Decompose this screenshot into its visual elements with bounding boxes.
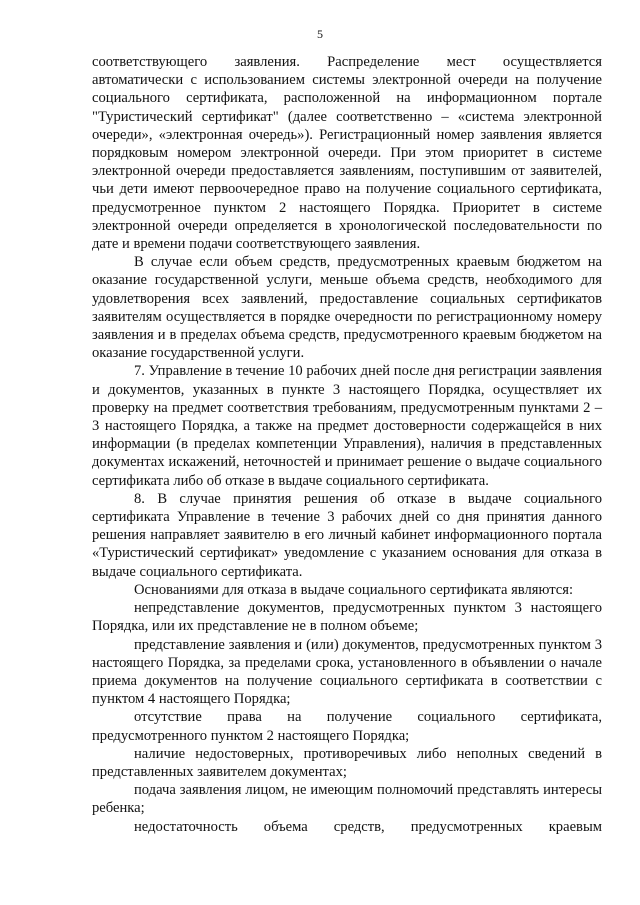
refusal-ground-item: представление заявления и (или) документов, предусмотренных пунктом 3 настоящего Порядка, за пределами срока, установленного в объявлении о начале приема документов на получение социального сертификата в соответствии с пунктом 4 настоящего Порядка; — [92, 636, 602, 708]
paragraph-continuation: соответствующего заявления. Распределение мест осуществляется автоматически с использованием системы электронной очереди на получение социального сертификата, расположенной на информационном портале "Туристический сертификат" (далее соответственно – «система электронной очереди», «электронная очередь»). Регистрационный номер заявления является порядковым номером электронной очереди. При этом приоритет в системе электронной очереди предоставляется заявлениям, поступившим от заявителей, чьи дети имеют первоочередное право на получение социального сертификата, предусмотренное пунктом 2 настоящего Порядка. Приоритет в системе электронной очереди определяется в хронологической последовательности по дате и времени подачи соответствующего заявления. — [92, 54, 602, 253]
page-number: 5 — [317, 27, 323, 41]
refusal-ground-item: непредставление документов, предусмотренных пунктом 3 настоящего Порядка, или их представление не в полном объеме; — [92, 600, 602, 635]
paragraph-budget-limit: В случае если объем средств, предусмотренных краевым бюджетом на оказание государственной услуги, меньше объема средств, необходимого для удовлетворения всех заявлений, предоставление социальных сертификатов заявителям осуществляется в порядке очередности по регистрационному номеру заявления и в пределах объема средств, предусмотренного краевым бюджетом на оказание государственной услуги. — [92, 254, 602, 362]
refusal-ground-item: отсутствие права на получение социального сертификата, предусмотренного пунктом 2 настоящего Порядка; — [92, 709, 602, 744]
paragraph-clause-8: 8. В случае принятия решения об отказе в выдаче социального сертификата Управление в течение 3 рабочих дней со дня принятия данного решения направляет заявителю в его личный кабинет информационного портала «Туристический сертификат» уведомление с указанием основания для отказа в выдаче социального сертификата. — [92, 490, 602, 580]
refusal-ground-item: подача заявления лицом, не имеющим полномочий представлять интересы ребенка; — [92, 782, 602, 817]
refusal-ground-item-truncated: недостаточность объема средств, предусмотренных краевым — [134, 818, 602, 835]
refusal-ground-item: наличие недостоверных, противоречивых либо неполных сведений в представленных заявителем документах; — [92, 745, 602, 780]
paragraph-clause-7: 7. Управление в течение 10 рабочих дней после дня регистрации заявления и документов, указанных в пункте 3 настоящего Порядка, осуществляет их проверку на предмет соответствия требованиям, предусмотренным пунктами 2 – 3 настоящего Порядка, а также на предмет достоверности содержащейся в них информации (в пределах компетенции Управления), наличия в представленных документах искажений, неточностей и принимает решение о выдаче социального сертификата либо об отказе в выдаче социального сертификата. — [92, 363, 602, 489]
paragraph-refusal-grounds-intro: Основаниями для отказа в выдаче социального сертификата являются: — [134, 581, 574, 598]
document-body — [92, 53, 602, 836]
